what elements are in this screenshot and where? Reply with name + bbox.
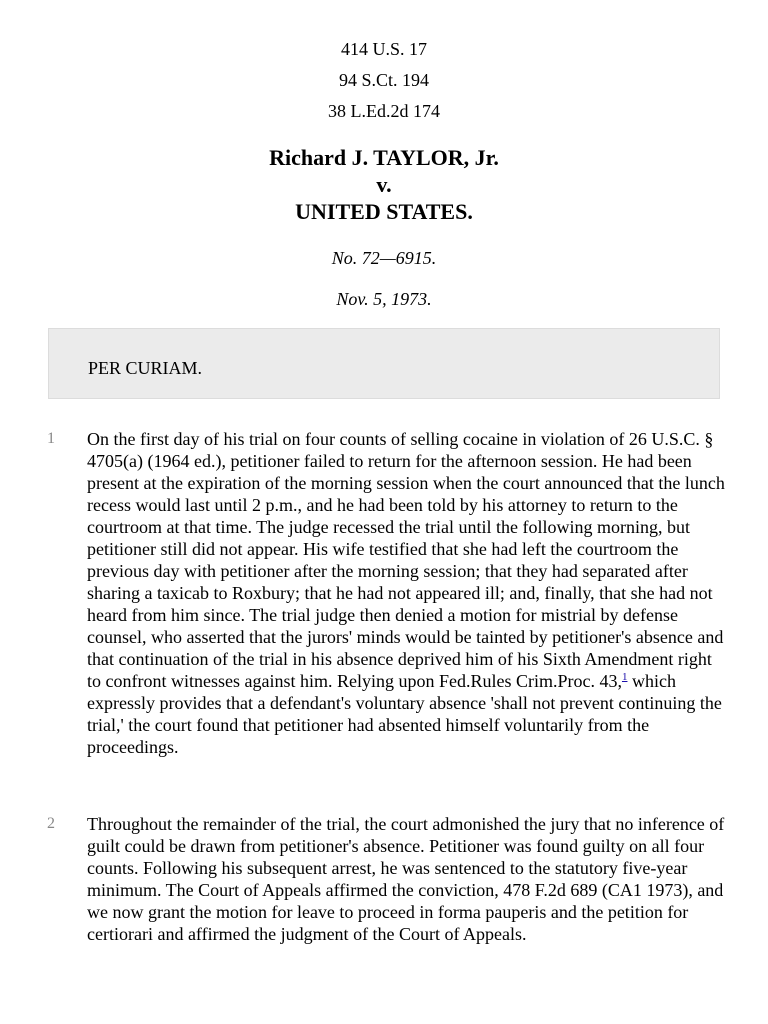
paragraph-text (87, 428, 727, 758)
docket-number: No. 72—6915. (331, 248, 437, 268)
paragraph-text-part: which expressly provides that a defendant's voluntary absence 'shall not prevent continuing the trial,' the court found that petitioner had absented himself voluntarily from the proceedings. (87, 671, 722, 757)
footnote-link[interactable]: 1 (621, 671, 628, 683)
respondent-name: UNITED STATES. (295, 199, 473, 224)
citations-block (0, 34, 768, 127)
petitioner-name: Richard J. TAYLOR, Jr. (269, 145, 499, 170)
versus-label: v. (376, 172, 392, 197)
citation-supreme-court-reporter: 94 S.Ct. 194 (338, 70, 430, 90)
decision-date: Nov. 5, 1973. (336, 289, 432, 309)
per-curiam-label: PER CURIAM. (88, 358, 203, 378)
paragraph-number: 2 (47, 815, 55, 832)
case-caption (0, 144, 768, 225)
citation-us-reports: 414 U.S. 17 (340, 39, 427, 59)
citation-lawyers-edition: 38 L.Ed.2d 174 (328, 101, 440, 121)
paragraph-number: 1 (47, 430, 55, 447)
opinion-header-box (48, 328, 720, 399)
paragraph-text-part: On the first day of his trial on four counts of selling cocaine in violation of 26 U.S.C. § 4705(a) (1964 ed.), petitioner failed to return for the afternoon session. He had been present at the expiration of the morning session when the court announced that the lunch recess would last until 2 p.m., and he had been told by his attorney to return to the courtroom at that time. The judge recessed the trial until the following morning, but petitioner still did not appear. His wife testified that she had left the courtroom the previous day with petitioner after the morning session; that they had separated after sharing a taxicab to Roxbury; that he had not appeared ill; and, finally, that she had not heard from him since. The trial judge then denied a motion for mistrial by defense counsel, who asserted that the jurors' minds would be tainted by petitioner's absence and that continuation of the trial in his absence deprived him of his Sixth Amendment right to confront witnesses against him. Relying upon Fed.Rules Crim.Proc. 43, (87, 429, 725, 691)
paragraph-text: Throughout the remainder of the trial, the court admonished the jury that no inference of guilt could be drawn from petitioner's absence. Petitioner was found guilty on all four counts. Following his subsequent arrest, he was sentenced to the statutory five-year minimum. The Court of Appeals affirmed the conviction, 478 F.2d 689 (CA1 1973), and we now grant the motion for leave to proceed in forma pauperis and the petition for certiorari and affirmed the judgment of the Court of Appeals. (87, 814, 725, 944)
